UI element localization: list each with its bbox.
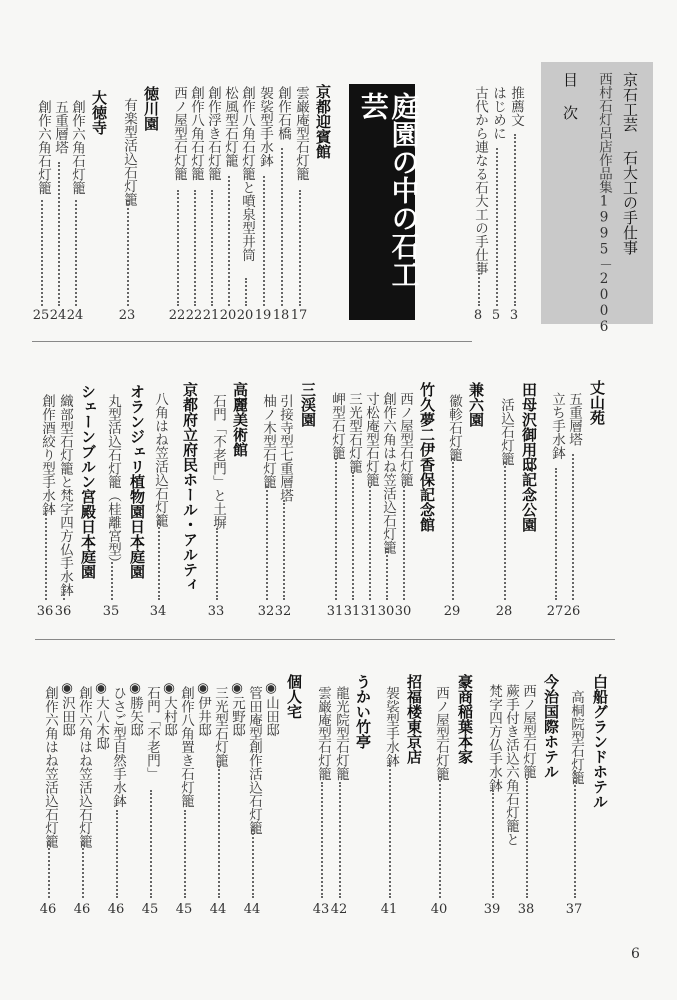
- page-ref: 21: [202, 308, 220, 323]
- toc-entry[interactable]: 五重層塔: [566, 392, 582, 446]
- leader-dots: [321, 782, 323, 898]
- section-heading: 徳川園: [142, 86, 160, 131]
- leader-dots: [572, 454, 574, 600]
- leader-dots: [82, 840, 84, 898]
- toc-entry[interactable]: 西ノ屋型石灯籠: [171, 86, 187, 181]
- leader-dots: [492, 790, 494, 898]
- leader-dots: [177, 190, 179, 306]
- section-heading: シェーンブルン宮殿日本庭園: [79, 384, 97, 579]
- toc-entry[interactable]: 創作八角石灯籠: [188, 86, 204, 181]
- toc-entry[interactable]: 石門「不老門」と土塀: [210, 394, 226, 529]
- toc-entry[interactable]: 西ノ屋型石灯籠: [520, 684, 536, 779]
- toc-entry[interactable]: はじめに: [490, 86, 506, 140]
- page-ref: 41: [380, 902, 398, 917]
- toc-entry[interactable]: 龍光院型石灯籠: [333, 686, 349, 781]
- page-ref: 35: [102, 604, 120, 619]
- toc-entry[interactable]: 石門「不老門」: [144, 686, 160, 781]
- toc-entry[interactable]: 創作六角はね笠活込石灯籠: [76, 686, 92, 848]
- leader-dots: [526, 778, 528, 898]
- page-ref: 45: [175, 902, 193, 917]
- section-heading: 竹久夢二伊香保記念館: [418, 382, 436, 532]
- divider: [32, 341, 472, 342]
- toc-entry[interactable]: 管田庵型創作活込石灯籠: [246, 686, 262, 835]
- section-heading: 丈山苑: [588, 380, 606, 425]
- toc-entry[interactable]: 岬型石灯籠: [329, 392, 345, 460]
- leader-dots: [58, 162, 60, 306]
- leader-dots: [339, 782, 341, 898]
- leader-dots: [184, 810, 186, 898]
- page-ref: 36: [54, 604, 72, 619]
- toc-entry[interactable]: 創作八角石灯籠と噴泉型井筒: [239, 86, 255, 262]
- toc-entry[interactable]: 高桐院型石灯籠: [568, 690, 584, 785]
- leader-dots: [452, 458, 454, 600]
- page-ref: 44: [243, 902, 261, 917]
- page-ref: 23: [118, 308, 136, 323]
- leader-dots: [266, 486, 268, 600]
- toc-entry[interactable]: 袈裟型手水鉢: [257, 86, 273, 167]
- household-label: ◉沢田邸: [59, 680, 75, 737]
- subtitle: 西村石灯呂店作品集1995－2006: [596, 72, 612, 335]
- toc-entry[interactable]: 梵字四方仏手水鉢: [486, 684, 502, 792]
- toc-entry[interactable]: 八角はね笠活込石灯籠: [152, 392, 168, 527]
- page-ref: 32: [257, 604, 275, 619]
- leader-dots: [496, 148, 498, 306]
- toc-entry[interactable]: 創作石橋: [275, 86, 291, 140]
- leader-dots: [41, 200, 43, 306]
- leader-dots: [48, 840, 50, 898]
- toc-entry[interactable]: 松風型石灯籠: [222, 86, 238, 167]
- page-ref: 25: [32, 308, 50, 323]
- toc-entry[interactable]: 創作酒絞り型手水鉢: [39, 394, 55, 516]
- page-ref: 5: [491, 308, 501, 323]
- section-heading: 兼六園: [467, 382, 485, 427]
- leader-dots: [228, 176, 230, 306]
- page-ref: 19: [254, 308, 272, 323]
- section-heading: うかい竹亭: [354, 674, 372, 749]
- section-heading: 個人宅: [285, 674, 303, 719]
- page-ref: 17: [290, 308, 308, 323]
- divider: [35, 639, 615, 640]
- toc-entry[interactable]: 雲巌庵型石灯籠: [293, 86, 309, 181]
- page-ref: 31: [343, 604, 361, 619]
- page-ref: 30: [377, 604, 395, 619]
- page-ref: 29: [443, 604, 461, 619]
- page-ref: 46: [39, 902, 57, 917]
- leader-dots: [504, 462, 506, 600]
- page-ref: 18: [272, 308, 290, 323]
- household-label: ◉山田邸: [263, 680, 279, 737]
- leader-dots: [127, 200, 129, 306]
- household-label: ◉勝矢邸: [127, 680, 143, 737]
- section-heading: 白船グランドホテル: [591, 674, 609, 809]
- leader-dots: [352, 472, 354, 600]
- section-heading: オランジェリ植物園日本庭園: [128, 384, 146, 579]
- leader-dots: [111, 562, 113, 600]
- toc-entry[interactable]: 西ノ屋型石灯籠: [397, 392, 413, 487]
- page-ref: 39: [483, 902, 501, 917]
- section-heading: 京都府立府民ホール・アルティ: [181, 382, 199, 592]
- toc-entry[interactable]: 創作六角石灯籠: [69, 100, 85, 195]
- toc-entry[interactable]: 有楽型活込石灯籠: [121, 98, 137, 206]
- leader-dots: [75, 200, 77, 306]
- page-ref: 24: [49, 308, 67, 323]
- leader-dots: [555, 468, 557, 600]
- page-ref: 3: [509, 308, 519, 323]
- section-heading: 田母沢御用邸記念公園: [520, 382, 538, 532]
- toc-entry[interactable]: 古代から連なる石大工の手仕事: [472, 86, 488, 275]
- toc-entry[interactable]: 活込石灯籠: [498, 398, 514, 466]
- section-heading: 京都迎賓館: [314, 84, 332, 159]
- page-ref: 38: [517, 902, 535, 917]
- toc-entry[interactable]: 三光型石灯籠: [212, 686, 228, 767]
- leader-dots: [514, 134, 516, 306]
- page-ref: 34: [149, 604, 167, 619]
- leader-dots: [63, 586, 65, 600]
- page-ref: 43: [312, 902, 330, 917]
- leader-dots: [211, 190, 213, 306]
- leader-dots: [335, 458, 337, 600]
- leader-dots: [116, 810, 118, 898]
- page-ref: 31: [360, 604, 378, 619]
- toc-entry[interactable]: 寸松庵型石灯籠: [363, 392, 379, 487]
- leader-dots: [281, 148, 283, 306]
- leader-dots: [252, 826, 254, 898]
- feature-title: 庭園の中の石工芸: [356, 92, 421, 288]
- page-ref: 26: [563, 604, 581, 619]
- page-ref: 22: [168, 308, 186, 323]
- leader-dots: [263, 176, 265, 306]
- toc-entry[interactable]: 創作六角はね笠活込石灯籠: [380, 392, 396, 554]
- page-ref: 44: [209, 902, 227, 917]
- leader-dots: [216, 528, 218, 600]
- toc-entry[interactable]: 三光型石灯籠: [346, 392, 362, 473]
- leader-dots: [150, 790, 152, 898]
- page-ref: 28: [495, 604, 513, 619]
- toc-entry[interactable]: 創作六角はね笠活込石灯籠: [42, 686, 58, 848]
- page-ref: 46: [107, 902, 125, 917]
- leader-dots: [245, 278, 247, 306]
- page-ref: 37: [565, 902, 583, 917]
- household-label: ◉大村邸: [161, 680, 177, 737]
- toc-entry[interactable]: 織部型石灯籠と梵字四方仏手水鉢: [57, 394, 73, 597]
- leader-dots: [218, 766, 220, 898]
- toc-entry[interactable]: 丸型活込石灯籠（桂離宮型）: [105, 394, 121, 570]
- page-ref: 30: [394, 604, 412, 619]
- page-ref: 20: [219, 308, 237, 323]
- page-ref: 27: [546, 604, 564, 619]
- leader-dots: [299, 190, 301, 306]
- section-heading: 豪商稲葉本家: [456, 674, 474, 764]
- leader-dots: [574, 770, 576, 898]
- page-ref: 46: [73, 902, 91, 917]
- leader-dots: [389, 762, 391, 898]
- toc-entry: 蕨手付き活込六角石灯籠と: [503, 684, 519, 846]
- section-heading: 高麗美術館: [231, 382, 249, 457]
- household-label: ◉大八木邸: [93, 680, 109, 750]
- toc-entry[interactable]: 袈裟型手水鉢: [383, 686, 399, 767]
- leader-dots: [369, 486, 371, 600]
- page-ref: 20: [236, 308, 254, 323]
- page-ref: 32: [274, 604, 292, 619]
- toc-entry[interactable]: 徽軫石灯籠: [446, 394, 462, 462]
- leader-dots: [403, 486, 405, 600]
- leader-dots: [45, 510, 47, 600]
- toc-entry[interactable]: 雲巌庵型石灯籠: [315, 686, 331, 781]
- page-ref: 42: [330, 902, 348, 917]
- toc-entry[interactable]: 五重層塔: [52, 100, 68, 154]
- toc-entry[interactable]: 創作浮き石灯籠: [205, 86, 221, 181]
- section-heading: 招福楼東京店: [405, 674, 423, 764]
- leader-dots: [478, 262, 480, 306]
- page-ref: 40: [430, 902, 448, 917]
- toc-entry[interactable]: 創作六角石灯籠: [35, 100, 51, 195]
- page-ref: 33: [207, 604, 225, 619]
- section-heading: 三渓園: [299, 382, 317, 427]
- leader-dots: [158, 516, 160, 600]
- page-ref: 45: [141, 902, 159, 917]
- toc-entry[interactable]: 西ノ屋型石灯籠: [433, 686, 449, 781]
- leader-dots: [386, 548, 388, 600]
- toc-entry[interactable]: 推薦文: [508, 86, 524, 127]
- leader-dots: [439, 776, 441, 898]
- series-title: 京石工芸 石大工の手仕事: [621, 72, 639, 255]
- leader-dots: [283, 500, 285, 600]
- toc-entry[interactable]: 立ち手水鉢: [549, 392, 565, 460]
- toc-entry[interactable]: ひさご型自然手水鉢: [110, 686, 126, 808]
- page-ref: 31: [326, 604, 344, 619]
- section-heading: 大徳寺: [90, 90, 108, 135]
- page-number: 6: [631, 946, 640, 962]
- toc-entry[interactable]: 創作八角置き石灯籠: [178, 686, 194, 808]
- household-label: ◉伊井邸: [195, 680, 211, 737]
- toc-label: 目 次: [561, 72, 579, 120]
- page-ref: 24: [66, 308, 84, 323]
- household-label: ◉元野邸: [229, 680, 245, 737]
- toc-entry[interactable]: 柚ノ木型石灯籠: [260, 394, 276, 489]
- section-heading: 今治国際ホテル: [542, 674, 560, 779]
- page-ref: 22: [185, 308, 203, 323]
- page-ref: 36: [36, 604, 54, 619]
- page-ref: 8: [473, 308, 483, 323]
- toc-entry[interactable]: 引接寺型七重層塔: [277, 394, 293, 502]
- leader-dots: [194, 190, 196, 306]
